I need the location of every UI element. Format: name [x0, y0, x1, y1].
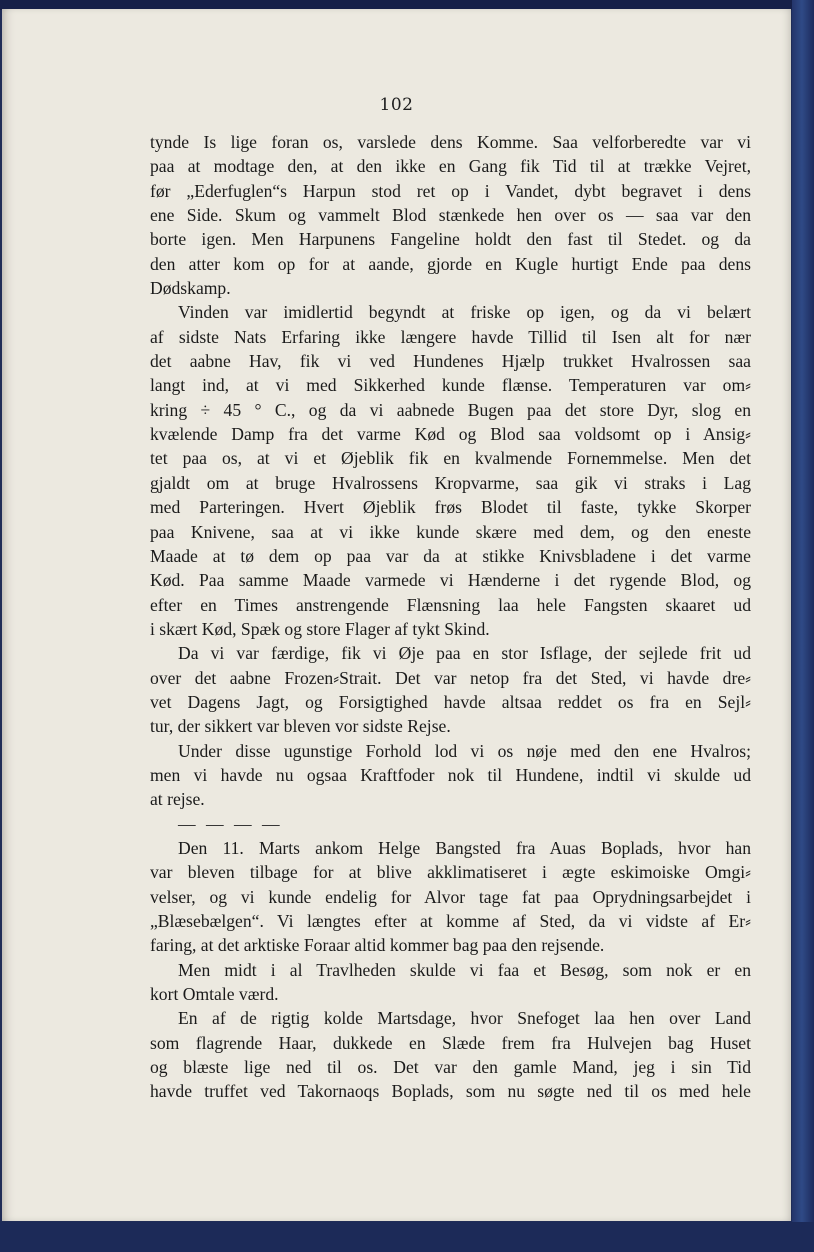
- book-cover-bottom-edge: [0, 1222, 814, 1252]
- text-line: at rejse.: [150, 789, 205, 810]
- text-line: i skært Kød, Spæk og store Flager af tykt Skind.: [150, 618, 490, 639]
- text-line: gjaldt om at bruge Hvalrossens Kropvarme, saa gik vi straks i Lag: [150, 472, 751, 493]
- text-line: Den 11. Marts ankom Helge Bangsted fra Auas Boplads, hvor han: [178, 837, 751, 858]
- body-text: [150, 130, 751, 1104]
- text-line: Men midt i al Travlheden skulde vi faa et Besøg, som nok er en: [178, 959, 751, 980]
- text-line: tur, der sikkert var bleven vor sidste Rejse.: [150, 716, 451, 737]
- text-line: vet Dagens Jagt, og Forsigtighed havde altsaa reddet os fra en Sejl⸗: [150, 691, 751, 712]
- text-line: over det aabne Frozen⸗Strait. Det var netop fra det Sted, vi havde dre⸗: [150, 667, 751, 688]
- text-line: tet paa os, at vi et Øjeblik fik en kvalmende Fornemmelse. Men det: [150, 448, 751, 469]
- text-line: Dødskamp.: [150, 278, 231, 299]
- text-line: Under disse ugunstige Forhold lod vi os nøje med den ene Hvalros;: [178, 740, 751, 761]
- text-line: den atter kom op for at aande, gjorde en Kugle hurtigt Ende paa dens: [150, 253, 751, 274]
- text-line: velser, og vi kunde endelig for Alvor tage fat paa Oprydningsarbejdet i: [150, 886, 751, 907]
- text-line: det aabne Hav, fik vi ved Hundenes Hjælp trukket Hvalrossen saa: [150, 351, 751, 372]
- text-line: efter en Times anstrengende Flænsning laa hele Fangsten skaaret ud: [150, 594, 751, 615]
- text-line: kring ÷ 45 ° C., og da vi aabnede Bugen paa det store Dyr, slog en: [150, 399, 751, 420]
- text-line: Kød. Paa samme Maade varmede vi Hænderne i det rygende Blod, og: [150, 570, 751, 591]
- book-page: [2, 9, 791, 1221]
- text-line: med Parteringen. Hvert Øjeblik frøs Blodet til faste, tykke Skorper: [150, 497, 751, 518]
- text-line: men vi havde nu ogsaa Kraftfoder nok til Hundene, indtil vi skulde ud: [150, 764, 751, 785]
- text-line: før „Ederfuglen“s Harpun stod ret op i Vandet, dybt begravet i dens: [150, 180, 751, 201]
- text-line: var bleven tilbage for at blive akklimatiseret i ægte eskimoiske Omgi⸗: [150, 862, 751, 883]
- page-number: 102: [379, 95, 414, 115]
- text-line: paa Knivene, saa at vi ikke kunde skære med dem, og den eneste: [150, 521, 751, 542]
- text-line: af sidste Nats Erfaring ikke længere havde Tillid til Isen alt for nær: [150, 326, 751, 347]
- text-line: Vinden var imidlertid begyndt at friske op igen, og da vi belært: [178, 302, 751, 323]
- text-line: Da vi var færdige, fik vi Øje paa en stor Isflage, der sejlede frit ud: [178, 643, 751, 664]
- text-line: faring, at det arktiske Foraar altid kommer bag paa den rejsende.: [150, 935, 605, 956]
- text-line: langt ind, at vi med Sikkerhed kunde flænse. Temperaturen var om⸗: [150, 375, 751, 396]
- text-line: som flagrende Haar, dukkede en Slæde frem fra Hulvejen bag Huset: [150, 1032, 751, 1053]
- text-line: En af de rigtig kolde Martsdage, hvor Snefoget laa hen over Land: [178, 1008, 751, 1029]
- text-line: kvælende Damp fra det varme Kød og Blod saa voldsomt op i Ansig⸗: [150, 424, 751, 445]
- text-line: tynde Is lige foran os, varslede dens Komme. Saa velforberedte var vi: [150, 132, 751, 152]
- text-line: paa at modtage den, at den ikke en Gang fik Tid til at trække Vejret,: [150, 156, 751, 177]
- text-line: Maade at tø dem op paa var da at stikke Knivsbladene i det varme: [150, 545, 751, 566]
- text-line: kort Omtale værd.: [150, 984, 279, 1005]
- book-cover-right-edge: [792, 0, 814, 1252]
- text-line: ene Side. Skum og vammelt Blod stænkede hen over os — saa var den: [150, 205, 751, 226]
- text-line: havde truffet ved Takornaoqs Boplads, som nu søgte ned til os med hele: [150, 1081, 751, 1102]
- text-line: borte igen. Men Harpunens Fangeline holdt den fast til Stedet. og da: [150, 229, 751, 250]
- text-line: og blæste lige ned til os. Det var den gamle Mand, jeg i sin Tid: [150, 1057, 751, 1078]
- section-separator: — — — —: [178, 813, 283, 834]
- text-line: „Blæsebælgen“. Vi længtes efter at komme af Sted, da vi vidste af Er⸗: [150, 911, 751, 931]
